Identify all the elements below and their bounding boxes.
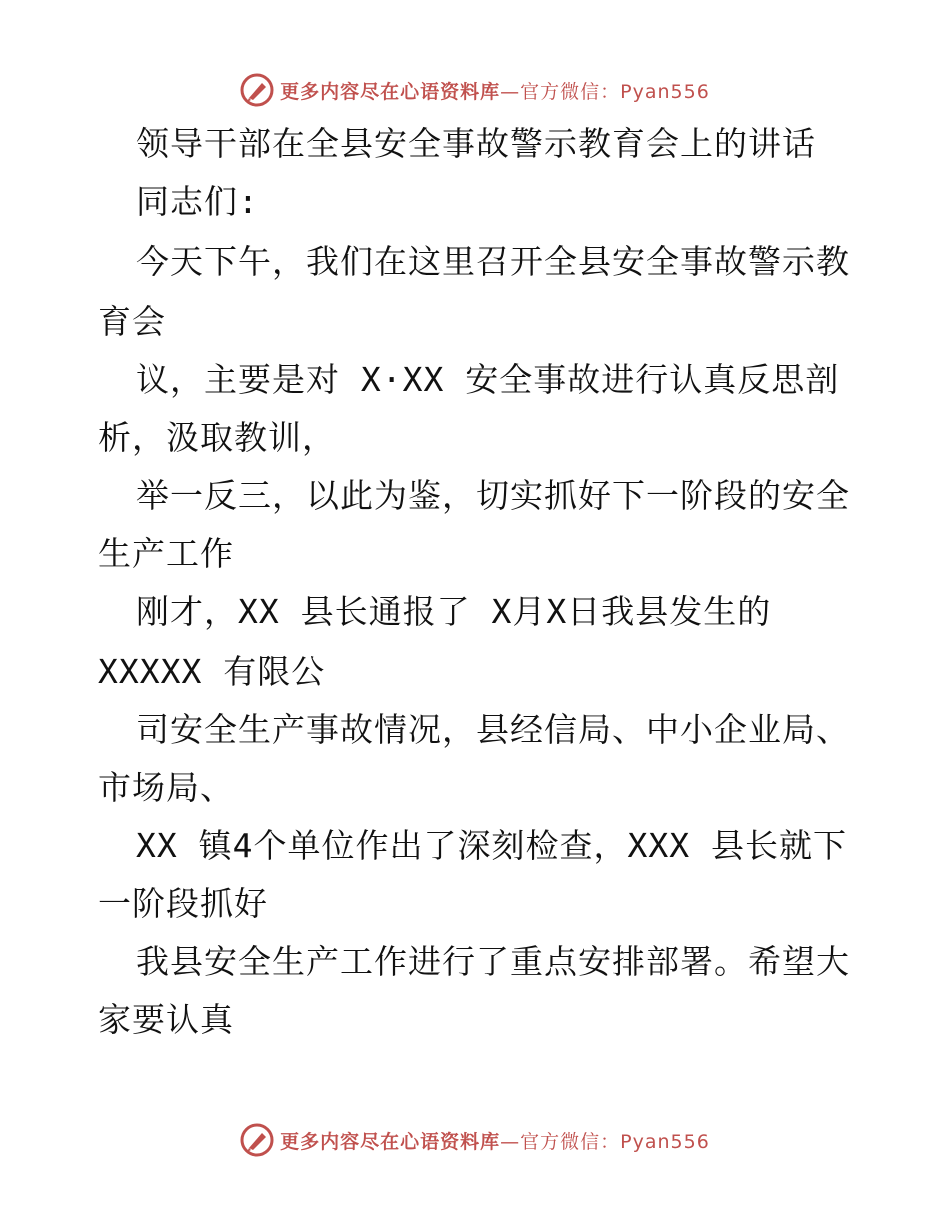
doc-line: 我县安全生产工作进行了重点安排部署。希望大: [136, 942, 850, 981]
doc-line: 司安全生产事故情况，县经信局、中小企业局、: [136, 710, 850, 749]
doc-line: 议，主要是对 X·XX 安全事故进行认真反思剖: [136, 360, 840, 399]
header-brand: 更多内容尽在心语资料库: [280, 80, 501, 103]
footer-separator: —: [500, 1130, 521, 1153]
doc-line: XX 镇4个单位作出了深刻检查，XXX 县长就下: [136, 826, 847, 865]
doc-line: 析，汲取教训，: [98, 418, 336, 457]
doc-line: 举一反三，以此为鉴，切实抓好下一阶段的安全: [136, 476, 850, 515]
footer-wechat: 官方微信：Pyan556: [520, 1130, 710, 1153]
doc-line: 市场局、: [98, 768, 234, 807]
doc-line: 刚才，XX 县长通报了 X月X日我县发生的: [136, 592, 772, 631]
doc-line: 一阶段抓好: [98, 884, 268, 923]
doc-line: 生产工作: [98, 534, 234, 573]
header-wechat: 官方微信：Pyan556: [520, 80, 710, 103]
footer-brand: 更多内容尽在心语资料库: [280, 1130, 501, 1153]
header-separator: —: [500, 80, 521, 103]
footer-banner: [0, 1120, 950, 1160]
pen-logo-icon: [240, 73, 274, 107]
pen-logo-icon: [240, 1123, 274, 1157]
footer-text: [280, 1127, 710, 1154]
doc-line: 同志们:: [136, 182, 259, 221]
doc-title: 领导干部在全县安全事故警示教育会上的讲话: [136, 124, 816, 163]
doc-line: XXXXX 有限公: [98, 652, 326, 691]
doc-line: 今天下午，我们在这里召开全县安全事故警示教: [136, 242, 850, 281]
doc-line: 家要认真: [98, 1000, 234, 1039]
header-banner: [0, 70, 950, 110]
header-text: [280, 77, 710, 104]
doc-line: 育会: [98, 302, 166, 341]
